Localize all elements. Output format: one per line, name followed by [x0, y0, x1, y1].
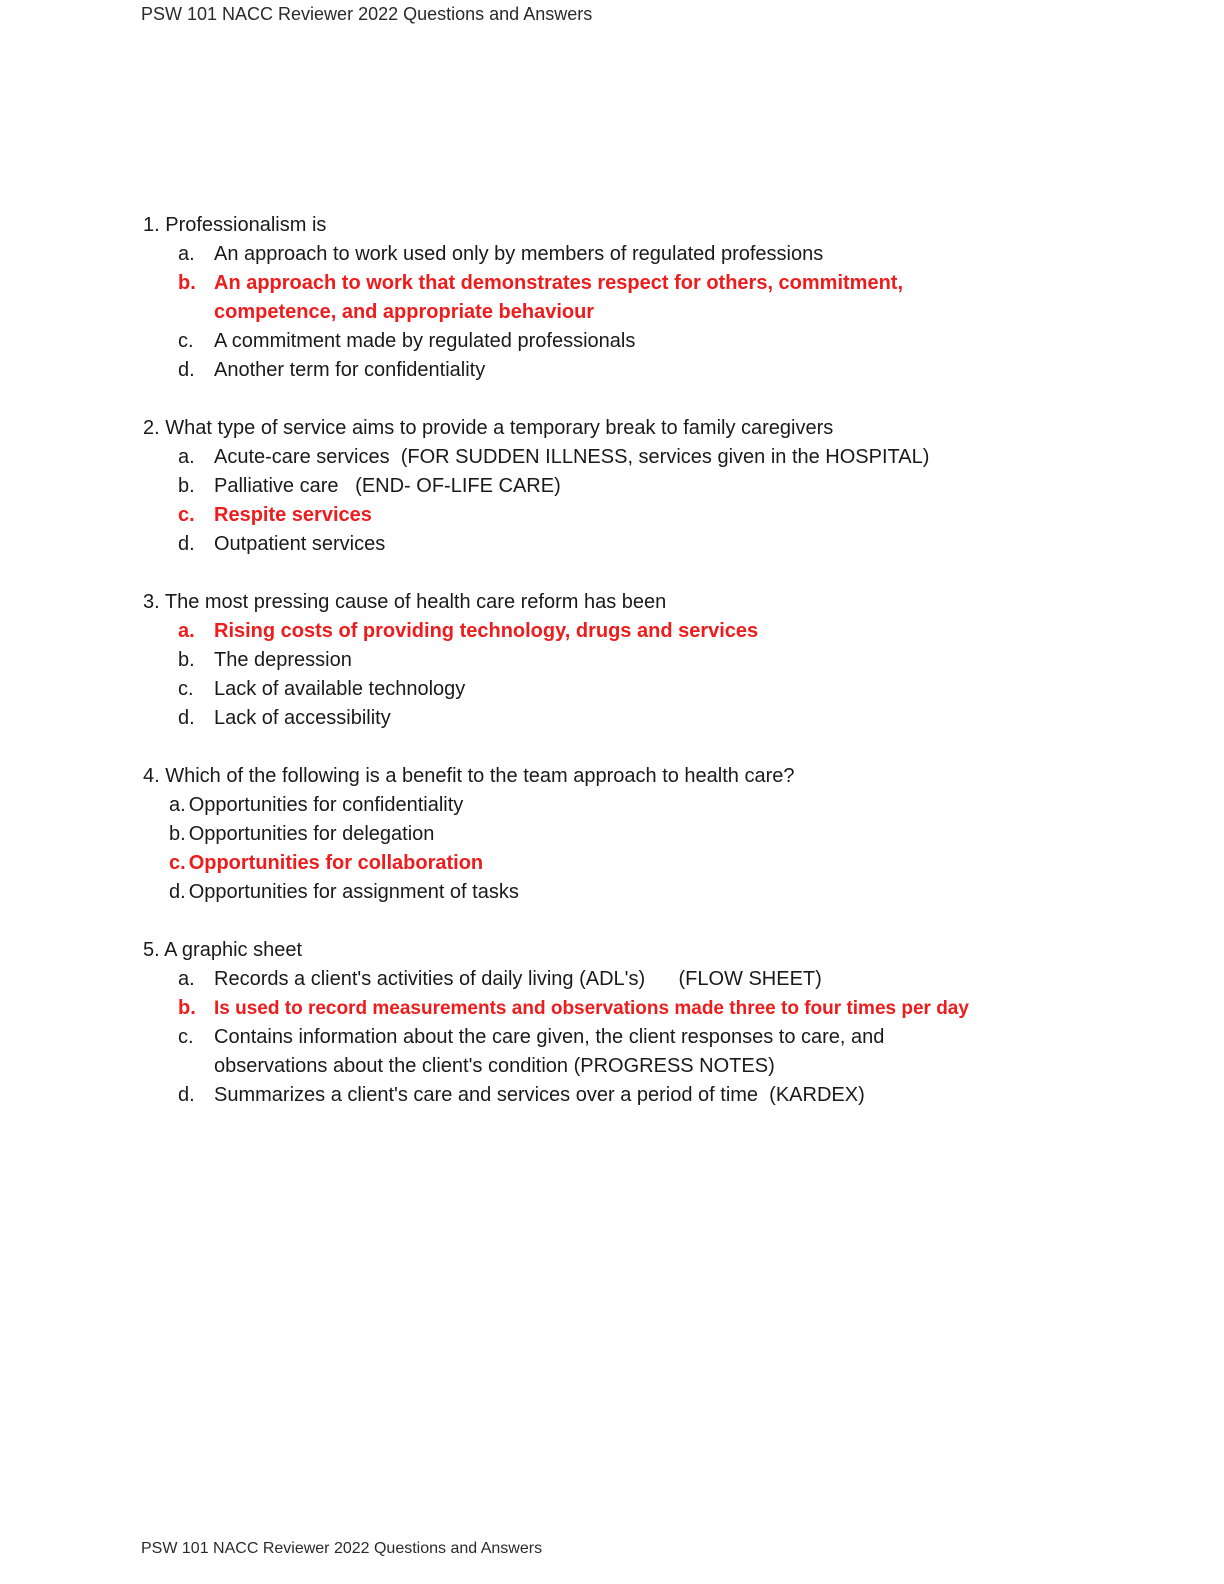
option-text: Palliative care (END- OF-LIFE CARE)	[214, 475, 561, 497]
option-letter: c.	[178, 504, 195, 526]
option-letter: b.	[178, 272, 196, 294]
option-text: Rising costs of providing technology, drugs and services	[214, 620, 759, 642]
answer-option	[143, 443, 1143, 472]
option-letter: b.	[178, 649, 195, 671]
answer-option	[143, 530, 1143, 559]
question-stem: 4. Which of the following is a benefit to the team approach to health care?	[143, 765, 795, 787]
option-text: Lack of available technology	[214, 678, 466, 700]
answer-option	[143, 1023, 1143, 1081]
answer-option	[143, 965, 1143, 994]
option-text: Opportunities for confidentiality	[188, 794, 464, 816]
correct-answer-option	[143, 849, 1143, 878]
option-text: An approach to work used only by members of regulated professions	[214, 243, 824, 265]
option-text: Acute-care services (FOR SUDDEN ILLNESS, services given in the HOSPITAL)	[214, 446, 930, 468]
answer-option	[143, 472, 1143, 501]
option-text: Lack of accessibility	[214, 707, 391, 729]
option-text: Outpatient services	[214, 533, 386, 555]
question-stem: 2. What type of service aims to provide a temporary break to family caregivers	[143, 417, 834, 439]
correct-answer-option	[143, 994, 1143, 1023]
option-text: Records a client's activities of daily living (ADL's) (FLOW SHEET)	[214, 968, 822, 990]
question-stem: 1. Professionalism is	[143, 214, 327, 236]
question-stem: 5. A graphic sheet	[143, 939, 303, 961]
answer-option	[143, 356, 1143, 385]
option-text: Opportunities for delegation	[188, 823, 435, 845]
option-letter: a.	[178, 968, 195, 990]
option-letter: a.	[169, 794, 186, 816]
option-letter: b.	[169, 823, 186, 845]
option-text: The depression	[214, 649, 352, 671]
answer-option	[143, 1081, 1143, 1110]
question-5	[143, 936, 1143, 1110]
answer-option	[143, 704, 1143, 733]
option-letter: d.	[169, 881, 186, 903]
option-letter: c.	[178, 678, 194, 700]
answer-option	[143, 820, 1143, 849]
option-letter: d.	[178, 1084, 195, 1106]
option-text: Respite services	[214, 504, 372, 526]
correct-answer-option	[143, 269, 1143, 327]
option-letter: d.	[178, 533, 195, 555]
option-letter: d.	[178, 359, 195, 381]
question-4	[143, 762, 1143, 907]
option-letter: b.	[178, 475, 195, 497]
question-3	[143, 588, 1143, 733]
answer-option	[143, 675, 1143, 704]
question-2	[143, 414, 1143, 559]
option-letter: a.	[178, 620, 195, 642]
question-stem: 3. The most pressing cause of health care reform has been	[143, 591, 667, 613]
answer-option	[143, 240, 1143, 269]
option-text: Another term for confidentiality	[214, 359, 486, 381]
option-text: Opportunities for collaboration	[188, 852, 484, 874]
option-text: A commitment made by regulated professionals	[214, 330, 636, 352]
answer-option	[143, 327, 1143, 356]
option-text: An approach to work that demonstrates respect for others, commitment, competence, and appropriate behaviour	[214, 272, 904, 323]
answer-option	[143, 646, 1143, 675]
option-text: Summarizes a client's care and services over a period of time (KARDEX)	[214, 1084, 865, 1106]
option-letter: b.	[178, 997, 196, 1019]
question-list	[143, 211, 1143, 1139]
question-1	[143, 211, 1143, 385]
option-letter: a.	[178, 446, 195, 468]
option-text: Contains information about the care given, the client responses to care, and observations about the client's condition (PROGRESS NOTES)	[214, 1026, 885, 1077]
option-letter: d.	[178, 707, 195, 729]
option-letter: c.	[169, 852, 186, 874]
page-footer: PSW 101 NACC Reviewer 2022 Questions and Answers	[141, 1540, 543, 1557]
option-letter: c.	[178, 1026, 194, 1048]
page-header: PSW 101 NACC Reviewer 2022 Questions and Answers	[141, 4, 593, 24]
option-text: Opportunities for assignment of tasks	[188, 881, 519, 903]
correct-answer-option	[143, 501, 1143, 530]
option-letter: a.	[178, 243, 195, 265]
correct-answer-option	[143, 617, 1143, 646]
option-text: Is used to record measurements and observations made three to four times per day	[214, 998, 969, 1019]
option-letter: c.	[178, 330, 194, 352]
answer-option	[143, 878, 1143, 907]
answer-option	[143, 791, 1143, 820]
